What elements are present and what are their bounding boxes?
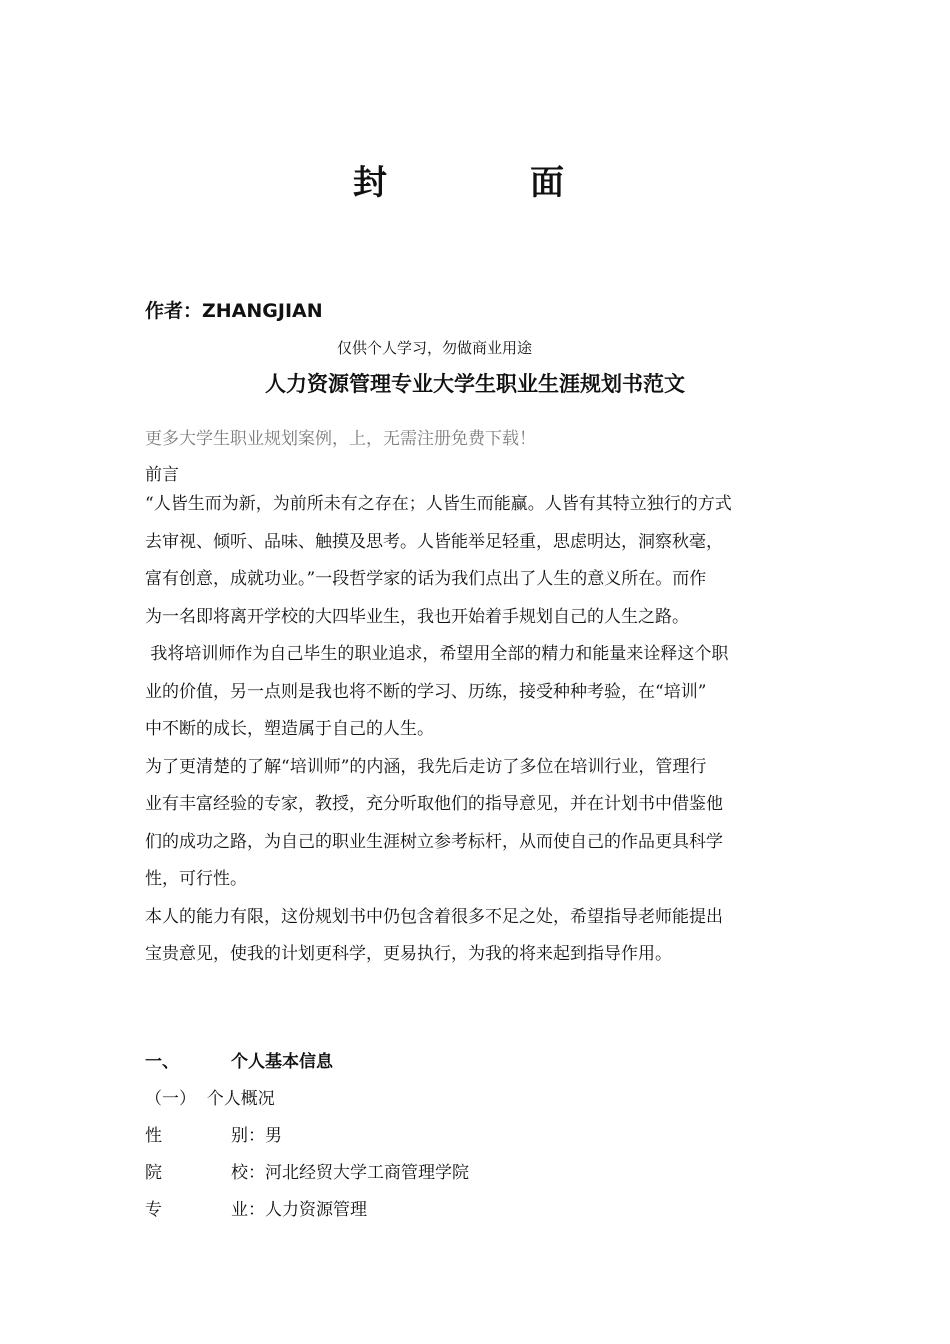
cover-title-left: 封	[353, 163, 389, 203]
preface-body	[145, 486, 810, 974]
preface-line: 业的价值，另一点则是我也将不断的学习、历练，接受种种考验，在“培训”	[145, 681, 707, 702]
preface-line: 去审视、倾听、品味、触摸及思考。人皆能举足轻重，思虑明达，洞察秋毫，	[145, 531, 723, 552]
preface-line: 我将培训师作为自己毕生的职业追求，希望用全部的精力和能量来诠释这个职	[145, 644, 729, 664]
preface-line: 性，可行性。	[145, 869, 247, 889]
promo-line: 更多大学生职业规划案例，上，无需注册免费下载！	[145, 429, 536, 449]
info-label-major-a: 专	[145, 1200, 162, 1220]
preface-line: 业有丰富经验的专家，教授，充分听取他们的指导意见，并在计划书中借鉴他	[145, 794, 723, 814]
info-label-school-a: 院	[145, 1163, 162, 1183]
preface-line: 中不断的成长，塑造属于自己的人生。	[145, 719, 434, 739]
usage-notice: 仅供个人学习，勿做商业用途	[337, 339, 533, 357]
preface-line: 为一名即将离开学校的大四毕业生，我也开始着手规划自己的人生之路。	[145, 606, 689, 627]
preface-line: 本人的能力有限，这份规划书中仍包含着很多不足之处，希望指导老师能提出	[145, 906, 723, 927]
info-row-major	[231, 1195, 367, 1220]
author-line: 作者：ZHANGJIAN	[145, 300, 323, 322]
info-label-school-b: 校：	[231, 1163, 265, 1183]
preface-line: 们的成功之路，为自己的职业生涯树立参考标杆，从而使自己的作品更具科学	[145, 831, 723, 852]
info-row-school	[231, 1158, 469, 1183]
info-label-gender-a: 性	[145, 1126, 162, 1146]
document-title: 人力资源管理专业大学生职业生涯规划书范文	[265, 371, 685, 396]
preface-line: 宝贵意见，使我的计划更科学，更易执行，为我的将来起到指导作用。	[145, 944, 672, 964]
preface-line: “人皆生而为新，为前所未有之存在；人皆生而能赢。人皆有其特立独行的方式	[145, 494, 732, 514]
info-row-gender	[231, 1121, 282, 1146]
preface-heading: 前言	[145, 465, 179, 485]
cover-title-right: 面	[530, 163, 566, 203]
info-value-gender: 男	[265, 1126, 282, 1146]
info-label-major-b: 业：	[231, 1200, 265, 1220]
preface-line: 为了更清楚的了解“培训师”的内涵，我先后走访了多位在培训行业，管理行	[145, 756, 707, 777]
section-title: 个人基本信息	[231, 1052, 333, 1072]
preface-line: 富有创意，成就功业。”一段哲学家的话为我们点出了人生的意义所在。而作	[145, 569, 707, 589]
info-value-school: 河北经贸大学工商管理学院	[265, 1163, 469, 1183]
subsection-heading: （一） 个人概况	[145, 1089, 275, 1109]
info-label-gender-b: 别：	[231, 1126, 265, 1146]
section-number: 一、	[145, 1052, 179, 1072]
info-value-major: 人力资源管理	[265, 1200, 367, 1220]
